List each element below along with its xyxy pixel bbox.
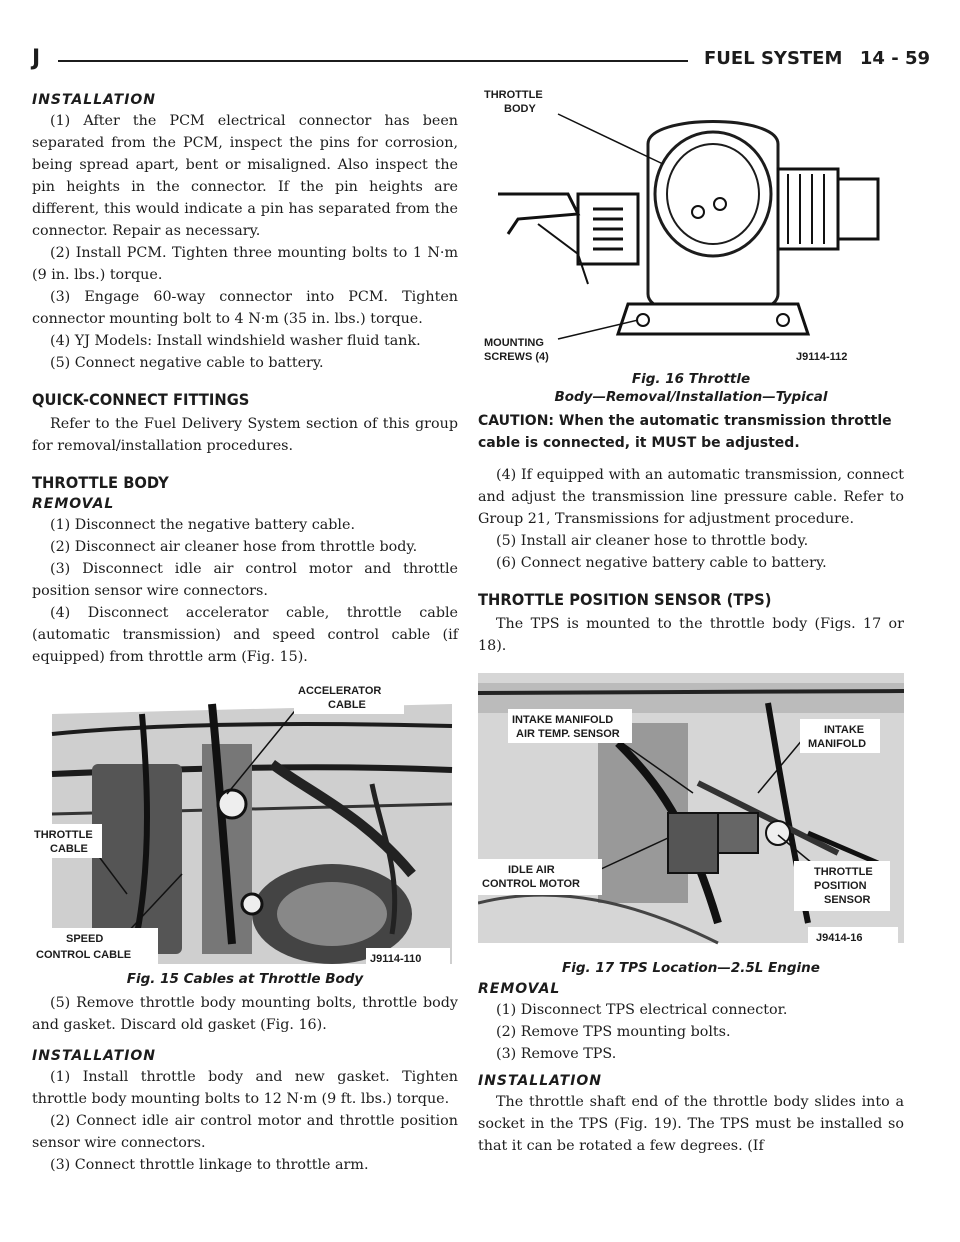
paragraph: (3) Disconnect idle air control motor and throttle position sensor wire connectors. [32,561,458,599]
figure-16 [478,84,904,406]
paragraph: The throttle shaft end of the throttle body slides into a socket in the TPS (Fig. 19). The TPS must be installed so that it can be rotated a few degrees. (If [478,1094,904,1154]
fig17-label-air-temp-sensor: AIR TEMP. SENSOR [516,728,620,740]
subheading-removal: REMOVAL [32,496,115,512]
fig17-label-intake: INTAKE [824,724,865,736]
fig17-label-intake-manifold: INTAKE MANIFOLD [512,714,614,726]
fig15-code: J9114-110 [370,953,422,965]
fig16-illustration [478,84,904,370]
subheading-installation: INSTALLATION [32,1048,157,1064]
fig17-label-sensor: SENSOR [824,894,871,906]
paragraph: (1) After the PCM electrical connector has been separated from the PCM, inspect the pins for corrosion, being spread apart, bent or misaligned. Also inspect the pin heights in the connector. If the pin heights are different, this would indicate a pin has separated from the connector. Repair as necessary. [32,113,458,239]
paragraph: (2) Remove TPS mounting bolts. [496,1024,731,1040]
fig15-label-accelerator: ACCELERATOR [298,685,382,697]
page-header [32,44,930,76]
paragraph: (6) Connect negative battery cable to battery. [496,555,827,571]
fig15-label-cable: CABLE [328,699,366,711]
fig16-label-throttle: THROTTLE [484,89,543,101]
fig16-code: J9114-112 [796,351,848,363]
fig17-label-idle-air: IDLE AIR [508,864,555,876]
paragraph: (1) Install throttle body and new gasket. Tighten throttle body mounting bolts to 12 N·m (9 ft. lbs.) torque. [32,1069,458,1107]
subheading-removal: REMOVAL [478,981,561,997]
paragraph: (4) Disconnect accelerator cable, throttle cable (automatic transmission) and speed control cable (if equipped) from throttle arm (Fig. 15). [32,605,458,665]
paragraph: (4) YJ Models: Install windshield washer fluid tank. [50,333,421,349]
fig17-code: J9414-16 [816,932,863,944]
figure-15 [32,674,458,988]
paragraph: (3) Connect throttle linkage to throttle arm. [50,1157,369,1173]
header-page-number: 14 - 59 [859,48,930,69]
fig17-label-control-motor: CONTROL MOTOR [482,878,580,890]
section-heading-tps: THROTTLE POSITION SENSOR (TPS) [478,590,772,609]
paragraph: (5) Connect negative cable to battery. [50,355,324,371]
paragraph: (2) Connect idle air control motor and throttle position sensor wire connectors. [32,1113,458,1151]
fig17-illustration [478,663,904,959]
paragraph: (2) Install PCM. Tighten three mounting bolts to 1 N·m (9 in. lbs.) torque. [32,245,458,283]
header-section-title: FUEL SYSTEM [704,48,843,69]
subheading-installation: INSTALLATION [478,1073,603,1089]
fig17-caption: Fig. 17 TPS Location—2.5L Engine [562,960,820,976]
section-heading-throttle-body: THROTTLE BODY [32,473,169,492]
fig15-illustration [32,674,458,970]
fig16-label-mounting: MOUNTING [484,337,544,349]
paragraph: (3) Remove TPS. [496,1046,617,1062]
fig17-label-throttle: THROTTLE [814,866,873,878]
paragraph: The TPS is mounted to the throttle body (Figs. 17 or 18). [478,616,904,654]
paragraph: (3) Engage 60-way connector into PCM. Tighten connector mounting bolt to 4 N·m (35 in. lbs.) torque. [32,289,458,327]
fig15-caption: Fig. 15 Cables at Throttle Body [126,971,364,987]
paragraph: (5) Remove throttle body mounting bolts, throttle body and gasket. Discard old gasket (Fig. 16). [32,995,458,1033]
fig17-label-position: POSITION [814,880,867,892]
fig17-label-manifold: MANIFOLD [808,738,867,750]
subheading-installation: INSTALLATION [32,92,157,108]
section-heading-quick-connect: QUICK-CONNECT FITTINGS [32,390,250,409]
paragraph: (1) Disconnect TPS electrical connector. [496,1002,788,1018]
left-column [32,88,458,1176]
paragraph: Refer to the Fuel Delivery System section of this group for removal/installation procedures. [32,416,458,454]
fig15-label-throttle-cable: CABLE [50,843,88,855]
figure-17 [478,663,904,977]
fig15-label-throttle: THROTTLE [34,829,93,841]
paragraph: (1) Disconnect the negative battery cable. [50,517,356,533]
paragraph: (5) Install air cleaner hose to throttle body. [496,533,809,549]
fig16-caption-line2: Body—Removal/Installation—Typical [554,389,828,405]
paragraph: (2) Disconnect air cleaner hose from throttle body. [50,539,418,555]
caution-note: CAUTION: When the automatic transmission throttle cable is connected, it MUST be adjusted. [478,413,892,451]
right-column [478,88,904,1157]
fig15-label-speed: SPEED [66,933,104,945]
header-rule [58,60,688,62]
fig16-label-body: BODY [504,103,536,115]
fig16-label-screws: SCREWS (4) [484,351,549,363]
fig16-caption-line1: Fig. 16 Throttle [631,371,751,387]
paragraph: (4) If equipped with an automatic transmission, connect and adjust the transmission line pressure cable. Refer to Group 21, Transmissions for adjustment procedure. [478,467,904,527]
fig15-label-control-cable: CONTROL CABLE [36,949,132,961]
header-letter: J [32,46,41,71]
